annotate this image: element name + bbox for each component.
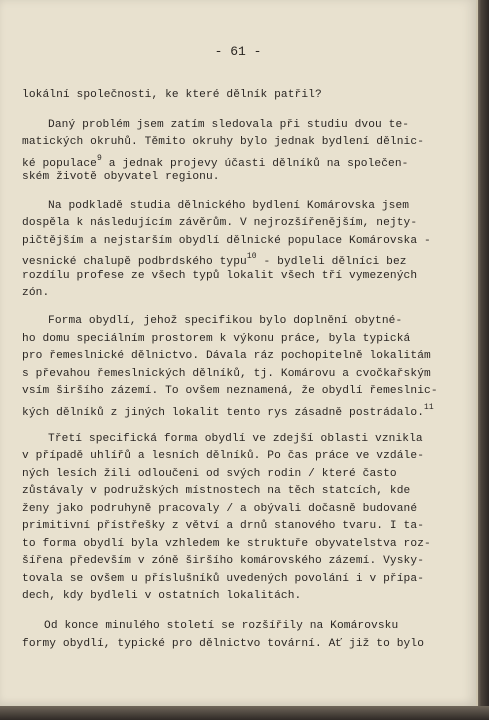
page-number: - 61 - <box>214 44 262 59</box>
text-line: tovala se ovšem u příslušníků uvedených povolání i v přípa- <box>22 573 425 585</box>
text-line: pičtějším a nejstarším obydlí dělnické populace Komárovska - <box>22 235 431 247</box>
text-line: šířena především v zóně širšího komárovského zázemí. Vysky- <box>22 555 425 567</box>
text-line: ho domu speciálním prostorem k výkonu práce, byla typická <box>22 333 411 345</box>
text-line-with-note <box>22 252 407 268</box>
text-line: zón. <box>22 287 50 299</box>
text-line: ných lesích žili odloučeni od svých rodin / které často <box>22 468 397 480</box>
text-line: formy obydlí, typické pro dělnictvo tovární. Ať již to bylo <box>22 638 425 650</box>
text-line: pro řemeslnické dělnictvo. Dávala ráz pochopitelně lokalitám <box>22 350 431 362</box>
text-line: vsím širšího zázemí. To ovšem neznamená, že obydlí řemeslnic- <box>22 385 438 397</box>
text-segment: a jednak projevy účasti dělníků na společen- <box>108 158 409 170</box>
text-line: ženy jako podruhyně pracovaly / a obývali dočasně budované <box>22 503 418 515</box>
footnote-ref: 9 <box>96 154 102 163</box>
text-line: to forma obydlí byla vzhledem ke struktuře obyvatelstva roz- <box>22 538 431 550</box>
text-segment: ké populace <box>22 158 97 170</box>
text-line: Na podkladě studia dělnického bydlení Komárovska jsem <box>48 200 410 212</box>
text-line: v případě uhlířů a lesních dělníků. Po čas práce ve vzdále- <box>22 450 425 462</box>
text-segment: kých dělníků z jiných lokalit tento rys zásadně postrádalo. <box>22 407 425 419</box>
text-line: Forma obydlí, jehož specifikou bylo doplnění obytné- <box>48 315 403 327</box>
text-line: dospěla k následujícím závěrům. V nejrozšířenějším, nejty- <box>22 217 418 229</box>
text-line: primitivní přístřešky z větví a drnů stanového tvaru. I ta- <box>22 520 425 532</box>
text-line: Od konce minulého století se rozšířily na Komárovsku <box>44 620 399 632</box>
text-line: zůstávaly v podružských místnostech na těch statcích, kde <box>22 485 411 497</box>
text-line-with-note <box>22 154 409 170</box>
text-line-with-note <box>22 403 434 419</box>
page-edge-bottom <box>0 706 489 720</box>
text-segment: - bydleli dělníci bez <box>263 256 407 268</box>
text-line: s převahou řemeslnických dělníků, tj. Komárovu a cvočkařským <box>22 368 431 380</box>
footnote-ref: 11 <box>424 403 434 412</box>
text-line: dech, kdy bydleli v ostatních lokalitách. <box>22 590 302 602</box>
text-segment: vesnické chalupě podbrdského typu <box>22 256 247 268</box>
text-line: rozdílu profese ze všech typů lokalit všech tří vymezených <box>22 270 418 282</box>
text-line: Daný problém jsem zatím sledovala při studiu dvou te- <box>48 119 410 131</box>
text-line: lokální společnosti, ke které dělník patřil? <box>22 89 322 101</box>
text-line: matických okruhů. Těmito okruhy bylo jednak bydlení dělnic- <box>22 136 425 148</box>
text-line: Třetí specifická forma obydlí ve zdejší oblasti vznikla <box>48 433 423 445</box>
text-line: ském životě obyvatel regionu. <box>22 171 220 183</box>
footnote-ref: 10 <box>246 252 257 261</box>
